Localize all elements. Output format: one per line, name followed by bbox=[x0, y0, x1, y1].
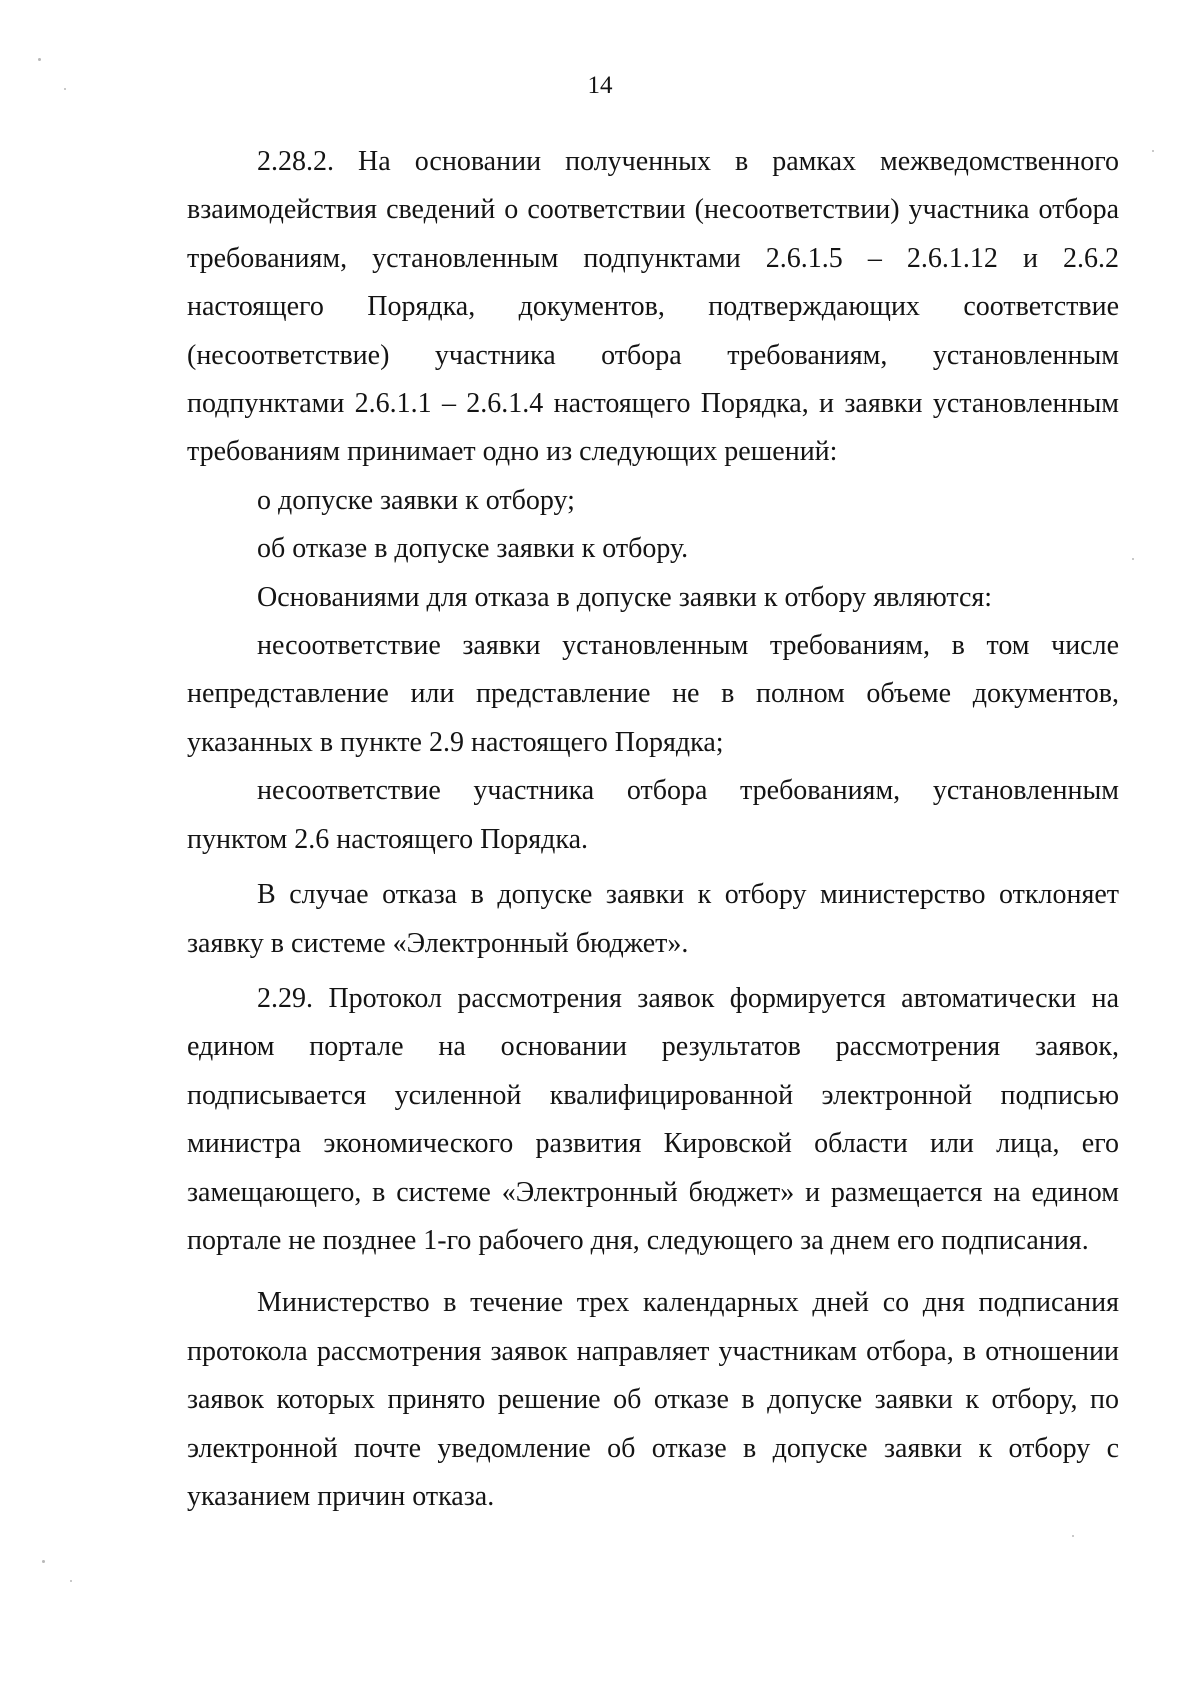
paragraph-ground-participant-mismatch: несоответствие участника отбора требованиям, установленным пунктом 2.6 настоящего Порядка. bbox=[187, 775, 1119, 855]
scan-speck bbox=[1152, 150, 1154, 152]
paragraph-rejection-procedure: В случае отказа в допуске заявки к отбору министерство отклоняет заявку в системе «Электронный бюджет». bbox=[187, 879, 1119, 959]
paragraph-notification: Министерство в течение трех календарных дней со дня подписания протокола рассмотрения заявок направляет участникам отбора, в отношении заявок которых принято решение об отказе в допуске заявки к отбору, по электронной почте уведомление об отказе в допуске заявки к отбору с указанием причин отказа. bbox=[187, 1287, 1119, 1512]
paragraph-2-29: 2.29. Протокол рассмотрения заявок формируется автоматически на едином портале на основании результатов рассмотрения заявок, подписывается усиленной квалифицированной электронной подписью министра экономического развития Кировской области или лица, его замещающего, в системе «Электронный бюджет» и размещается на едином портале не позднее 1-го рабочего дня, следующего за днем его подписания. bbox=[187, 982, 1119, 1256]
scan-speck bbox=[64, 88, 66, 90]
document-body bbox=[187, 138, 1119, 1521]
paragraph-rejection-grounds: Основаниями для отказа в допуске заявки к отбору являются: bbox=[257, 581, 993, 613]
scan-speck bbox=[1132, 558, 1134, 560]
scan-speck bbox=[42, 1560, 45, 1563]
scan-speck bbox=[70, 1580, 72, 1582]
paragraph-2-28-2: 2.28.2. На основании полученных в рамках межведомственного взаимодействия сведений о соответствии (несоответствии) участника отбора требованиям, установленным подпунктами 2.6.1.5 – 2.6.1.12 и 2.6.2 настоящего Порядка, документов, подтверждающих соответствие (несоответствие) участника отбора требованиям, установленным подпунктами 2.6.1.1 – 2.6.1.4 настоящего Порядка, и заявки установленным требованиям принимает одно из следующих решений: bbox=[187, 146, 1119, 468]
page-number: 14 bbox=[587, 72, 613, 99]
scan-speck bbox=[38, 58, 41, 61]
paragraph-reject-option: об отказе в допуске заявки к отбору. bbox=[257, 533, 689, 565]
paragraph-ground-application-mismatch: несоответствие заявки установленным требованиям, в том числе непредставление или представление не в полном объеме документов, указанных в пункте 2.9 настоящего Порядка; bbox=[187, 630, 1119, 758]
scan-speck bbox=[1072, 1535, 1074, 1537]
paragraph-admit-option: о допуске заявки к отбору; bbox=[257, 484, 575, 516]
